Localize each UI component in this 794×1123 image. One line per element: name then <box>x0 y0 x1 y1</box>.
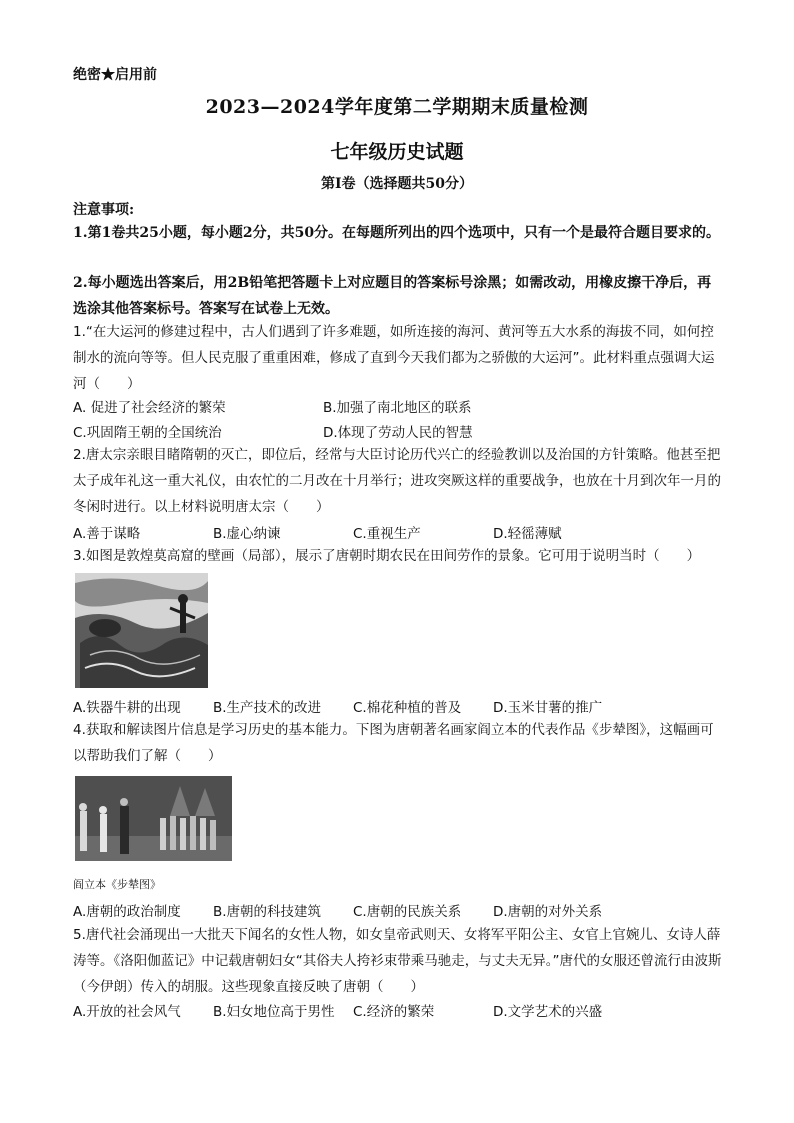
exam-subtitle: 七年级历史试题 <box>330 141 464 163</box>
q2-option-b[interactable]: B.虚心纳谏 <box>213 526 281 542</box>
q1-option-b[interactable]: B.加强了南北地区的联系 <box>323 400 472 416</box>
question-4-stem: 4.获取和解读图片信息是学习历史的基本能力。下图为唐朝著名画家阎立本的代表作品《步辇图》，这幅画可以帮助我们了解（ ） <box>73 722 714 764</box>
q3-option-a[interactable]: A.铁器牛耕的出现 <box>73 700 181 716</box>
q2-option-a[interactable]: A.善于谋略 <box>73 526 141 542</box>
q5-option-b[interactable]: B.妇女地位高于男性 <box>213 1004 335 1020</box>
q3-option-c[interactable]: C.棉花种植的普及 <box>353 700 462 716</box>
notice-item-2: 2.每小题选出答案后，用2B铅笔把答题卡上对应题目的答案标号涂黑；如需改动，用橡皮擦干净后，再选涂其他答案标号。答案写在试卷上无效。 <box>73 275 712 317</box>
dunhuang-mural-image <box>75 573 208 688</box>
q1-option-a[interactable]: A. 促进了社会经济的繁荣 <box>73 400 226 416</box>
q5-option-a[interactable]: A.开放的社会风气 <box>73 1004 181 1020</box>
q2-option-c[interactable]: C.重视生产 <box>353 526 421 542</box>
question-3-stem: 3.如图是敦煌莫高窟的壁画（局部），展示了唐朝时期农民在田间劳作的景象。它可用于说明当时（ ） <box>73 548 701 564</box>
bunian-tu-painting-image <box>75 776 232 861</box>
q5-option-d[interactable]: D.文学艺术的兴盛 <box>493 1004 603 1020</box>
q3-option-d[interactable]: D.玉米甘薯的推广 <box>493 700 603 716</box>
notice-heading: 注意事项: <box>73 202 135 218</box>
figure-caption: 阎立本《步辇图》 <box>73 878 161 891</box>
q1-option-c[interactable]: C.巩固隋王朝的全国统治 <box>73 425 222 441</box>
q4-option-d[interactable]: D.唐朝的对外关系 <box>493 904 603 920</box>
confidential-label: 绝密★启用前 <box>73 67 157 83</box>
question-1-stem: 1.“在大运河的修建过程中，古人们遇到了许多难题，如所连接的海河、黄河等五大水系的海拔不同，如何控制水的流向等等。但人民克服了重重困难，修成了直到今天我们都为之骄傲的大运河”。此材料重点强调大运河（ ） <box>73 324 715 392</box>
q2-option-d[interactable]: D.轻徭薄赋 <box>493 526 562 542</box>
q4-option-b[interactable]: B.唐朝的科技建筑 <box>213 904 322 920</box>
q3-option-b[interactable]: B.生产技术的改进 <box>213 700 322 716</box>
q4-option-a[interactable]: A.唐朝的政治制度 <box>73 904 181 920</box>
section-heading: 第Ⅰ卷（选择题共50分） <box>320 176 474 192</box>
question-2-stem: 2.唐太宗亲眼目睹隋朝的灭亡，即位后，经常与大臣讨论历代兴亡的经验教训以及治国的方针策略。他甚至把太子成年礼这一重大礼仪，由农忙的二月改在十月举行；进攻突厥这样的重要战争，也放在十月到次年一月的冬闲时进行。以上材料说明唐太宗（ ） <box>73 447 721 515</box>
question-5-stem: 5.唐代社会涌现出一大批天下闻名的女性人物，如女皇帝武则天、女将军平阳公主、女官上官婉儿、女诗人薛涛等。《洛阳伽蓝记》中记载唐朝妇女“其俗夫人挎衫束带乘马驰走，与丈夫无异。”唐代的女服还曾流行由波斯（今伊朗）传入的胡服。这些现象直接反映了唐朝（ ） <box>73 927 722 995</box>
q4-option-c[interactable]: C.唐朝的民族关系 <box>353 904 462 920</box>
q5-option-c[interactable]: C.经济的繁荣 <box>353 1004 435 1020</box>
notice-item-1: 1.第1卷共25小题，每小题2分，共50分。在每题所列出的四个选项中，只有一个是最符合题目要求的。 <box>73 225 721 241</box>
exam-title: 2023—2024学年度第二学期期末质量检测 <box>205 96 589 118</box>
q1-option-d[interactable]: D.体现了劳动人民的智慧 <box>323 425 473 441</box>
